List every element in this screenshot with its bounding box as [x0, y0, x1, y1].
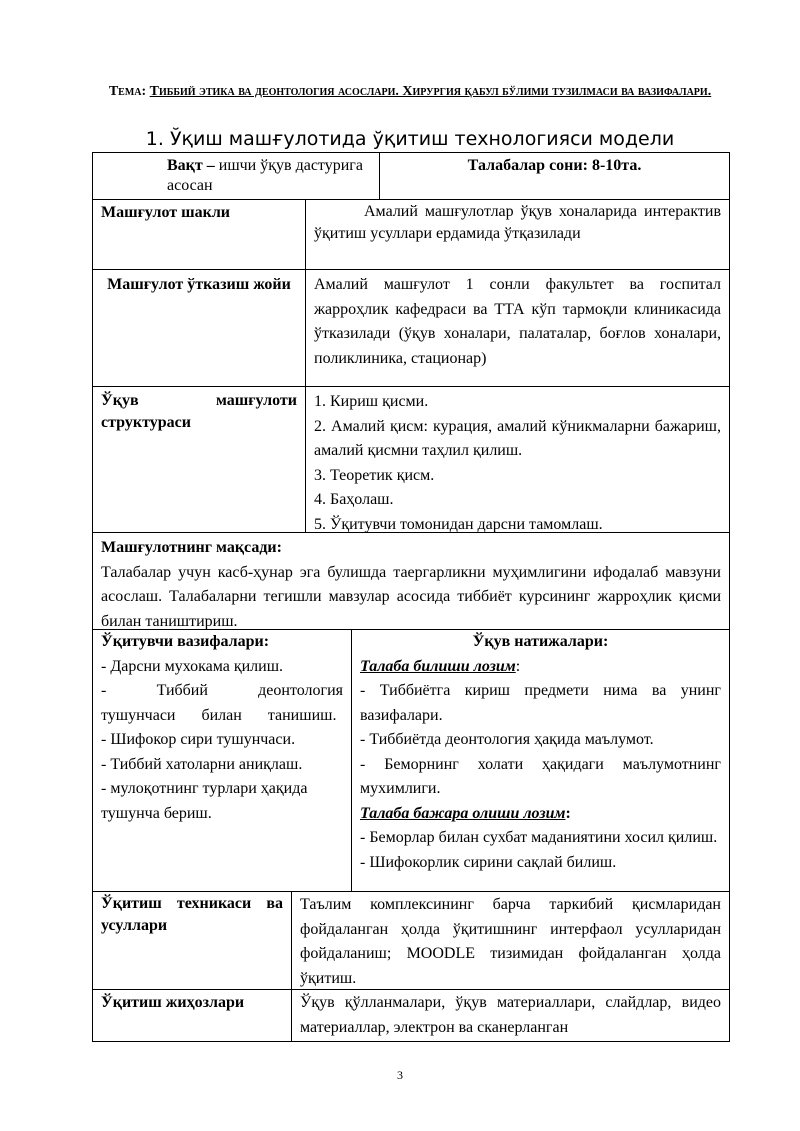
time-cell	[93, 153, 379, 199]
list-item: - Шифокор сири тушунчаси.	[101, 731, 296, 748]
list-item: 1. Кириш қисми.	[314, 393, 429, 410]
table-row-goal	[92, 532, 730, 629]
methods-label: Ўқитиш техникаси ва усуллари	[101, 895, 283, 934]
students-count: Талабалар сони: 8-10та.	[379, 153, 729, 199]
list-item: - мулоқотнинг турлари ҳақида тушунча бериш.	[101, 780, 308, 822]
table-row-methods	[92, 891, 730, 989]
goal-label: Машғулотнинг мақсади:	[101, 539, 282, 556]
table-row-form	[92, 199, 730, 269]
must-do-label: Талаба бажара олиши лозим	[360, 804, 566, 822]
place-label: Машғулот ўтказиш жойи	[107, 276, 291, 293]
section-heading: 1. Ўқиш машғулотида ўқитиш технологияси модели	[145, 128, 675, 150]
table-row-place	[92, 269, 730, 386]
place-value: Амалий машғулот 1 сонли факультет ва госпитал жарроҳлик кафедраси ва ТТА кўп тармоқли клиникасида ўтказилади (ўқув хоналари, палаталар, боғлов хоналари, поликлиника, стационар)	[305, 270, 729, 386]
must-know-label: Талаба билиши лозим	[360, 657, 516, 675]
list-item: 2. Амалий қисм: курация, амалий кўникмаларни бажариш, амалий қисмни таҳлил қилиш.	[314, 417, 721, 459]
list-item: - Беморлар билан сухбат маданиятини хосил қилиш.	[360, 829, 718, 846]
table-row-time	[92, 152, 730, 199]
list-item: 5. Ўқитувчи томонидан дарсни тамомлаш.	[314, 515, 603, 533]
teacher-tasks-label: Ўқитувчи вазифалари:	[101, 633, 270, 650]
list-item: - Тиббиётга кириш предмети нима ва унинг вазифалари.	[360, 682, 721, 724]
equipment-label: Ўқитиш жиҳозлари	[101, 994, 245, 1011]
time-text: ишчи ўқув дастурига асосан	[167, 157, 363, 194]
results-label: Ўқув натижалари:	[472, 633, 609, 650]
time-label: Вақт –	[167, 157, 215, 174]
list-item: - Беморнинг холати ҳақидаги маълумотнинг мухимлиги.	[360, 755, 721, 797]
theme-topic: Тиббий этика ва деонтология асослари. Хирургия қабул бўлими тузилмаси ва вазифалари.	[149, 84, 712, 99]
form-value: Амалий машғулотлар ўқув хоналарида интерактив ўқитиш усуллари ердамида ўтқазилади	[305, 200, 729, 269]
methods-value: Таълим комплексининг барча таркибий қисмларидан фойдаланган ҳолда ўқитишнинг интерфаол усулларидан фойдаланиш; MOODLE тизимидан фойдаланган ҳолда ўқитиш.	[291, 892, 729, 989]
list-item: - Тиббий хатоларни аниқлаш.	[101, 755, 303, 773]
structure-label: Ўқув машғулоти структураси	[101, 392, 297, 431]
page-number: 3	[397, 1068, 403, 1082]
theme-prefix: Тема:	[108, 84, 147, 99]
list-item: - Дарсни мухокама қилиш.	[101, 657, 284, 675]
table-row-structure	[92, 386, 730, 532]
list-item: - Тиббий деонтология тушунчаси билан танишиш.	[101, 682, 343, 724]
list-item: 4. Баҳолаш.	[314, 491, 394, 508]
form-label: Машғулот шакли	[101, 204, 231, 221]
teacher-tasks-cell	[93, 630, 351, 891]
results-cell: Ўқув натижалари: Талаба билиши лозим: - Тиббиётга кириш предмети нима ва унинг вазифалари. - Тиббиётда деонтология ҳақида маълумот. - Беморнинг холати ҳақидаги маълумотнинг мухимлиги. Талаба бажара олиши лозим: - Беморлар билан сухбат маданиятини хосил қилиш. - Шифокорлик сирини сақлай билиш.	[351, 630, 729, 891]
technology-model-table	[92, 152, 730, 1042]
structure-list	[305, 387, 729, 532]
list-item: - Шифокорлик сирини сақлай билиш.	[360, 853, 617, 871]
list-item: - Тиббиётда деонтология ҳақида маълумот.	[360, 731, 654, 748]
theme-title	[80, 80, 740, 103]
list-item: 3. Теоретик қисм.	[314, 466, 435, 484]
table-row-tasks-results	[92, 629, 730, 891]
table-row-equipment	[92, 989, 730, 1042]
equipment-value: Ўқув қўлланмалари, ўқув материаллари, слайдлар, видео материаллар, электрон ва сканерланган	[291, 990, 729, 1041]
goal-text: Талабалар учун касб-ҳунар эга булишда таергарликни муҳимлигини ифодалаб мавзуни асослаш. Талабаларни тегишли мавзулар асосида тиббиёт курсининг жарроҳлик қисми билан таништириш.	[101, 563, 721, 630]
goal-cell	[93, 533, 729, 629]
